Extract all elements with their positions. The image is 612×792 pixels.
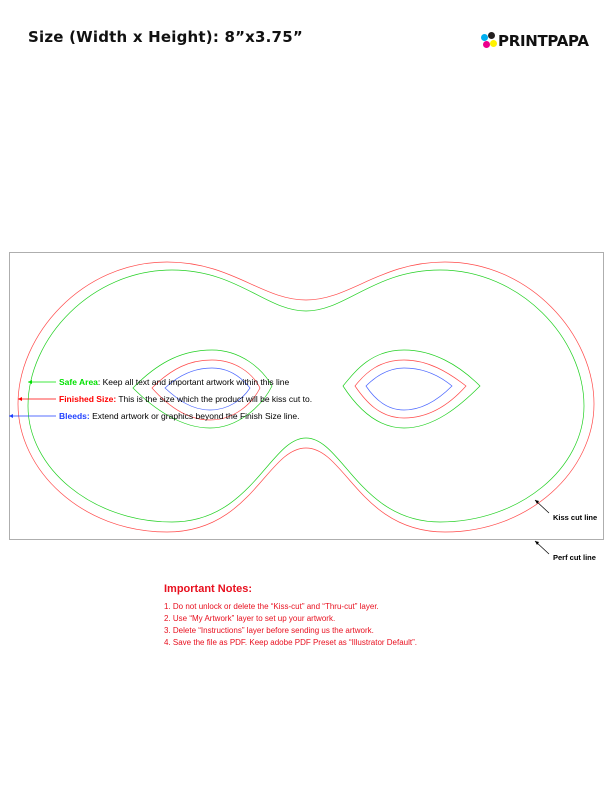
note-item: 4. Save the file as PDF. Keep adobe PDF Preset as “Illustrator Default”. — [164, 638, 418, 647]
kiss-cut-pointer — [535, 500, 549, 513]
legend-bleeds-text: Extend artwork or graphics beyond the Finish Size line. — [89, 411, 300, 421]
right-eye-bleed-outline — [366, 368, 452, 410]
legend-safe-area — [59, 377, 289, 387]
kiss-cut-label: Kiss cut line — [553, 513, 598, 522]
legend-bleeds — [59, 411, 300, 421]
right-eye-safe-outline — [343, 350, 480, 428]
legend-finished-size-label: Finished Size: — [59, 394, 117, 404]
logo-text: PRINTPAPA — [498, 32, 589, 50]
legend-bleeds-label: Bleeds: — [59, 411, 90, 421]
page-title: Size (Width x Height): 8”x3.75” — [28, 28, 303, 46]
legend-finished-size-text: This is the size which the product will be kiss cut to. — [116, 394, 313, 404]
bleeds-arrow — [9, 414, 56, 418]
note-item: 1. Do not unlock or delete the “Kiss-cut” and “Thru-cut” layer. — [164, 602, 379, 611]
notes-title: Important Notes: — [164, 583, 252, 595]
important-notes — [164, 583, 417, 649]
legend-safe-area-text: : Keep all text and important artwork within this line — [97, 377, 290, 387]
perf-cut-pointer — [535, 541, 549, 554]
perf-cut-label: Perf cut line — [553, 553, 596, 562]
note-item: 2. Use “My Artwork” layer to set up your artwork. — [164, 614, 336, 623]
legend-safe-area-label: Safe Area — [59, 377, 98, 387]
legend-finished-size — [59, 394, 312, 404]
safe-area-arrow — [28, 380, 56, 384]
finished-size-arrow — [18, 397, 56, 401]
note-item: 3. Delete “Instructions” layer before sending us the artwork. — [164, 626, 374, 635]
